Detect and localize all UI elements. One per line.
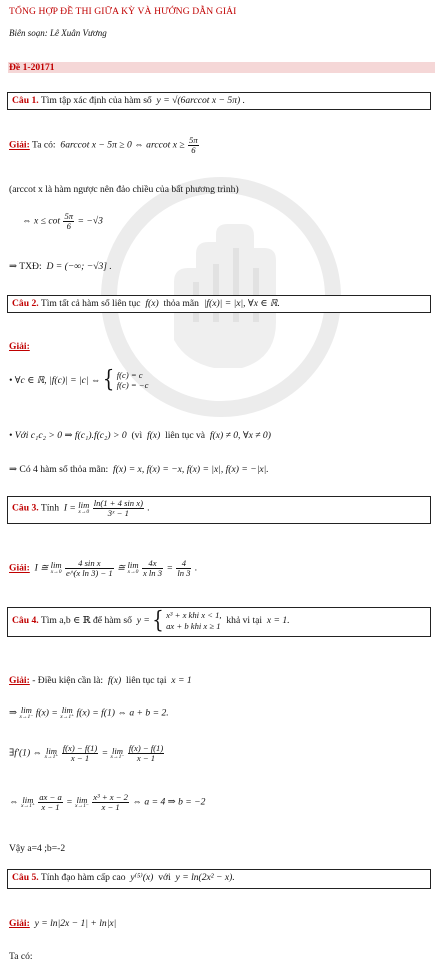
answer-4-label: Giải: <box>9 675 30 687</box>
answer-1-line-3: ⇒ TXĐ: D = (−∞; −√3] . <box>9 261 112 273</box>
answer-4-line-3: ∃f′(1) ⇔ lim x→1⁺ $\frac{f(x) - f(1)}{x - 1}$ = lim x→1⁻ $\frac{f(x) - f(1)}{x - 1}$ <box>9 743 164 764</box>
answer-4-step-1-end: liên tục tại <box>126 675 167 687</box>
answer-2-line-2: • Với c₁c₂ > 0 ⇒ f(c₁).f(c₂) > 0 (vì f(x) liên tục và f(x) ≠ 0, ∀x ≠ 0) <box>9 430 271 441</box>
answer-1-note: (arccot x là hàm ngược nên đảo chiều của bất phương trình) <box>9 184 239 196</box>
question-2-text-mid: thỏa mãn <box>163 297 199 309</box>
document-title: TỔNG HỢP ĐỀ THI GIỮA KỲ VÀ HƯỚNG DẪN GIẢI <box>9 6 237 17</box>
answer-5-label: Giải: <box>9 918 30 930</box>
answer-4-step-1: - Điều kiện cần là: <box>32 675 104 687</box>
question-5-box: Câu 5. Tính đạo hàm cấp cao y⁽⁵⁾(x) với y = ln(2x² − x). <box>7 869 431 889</box>
answer-1-label: Giải: <box>9 140 30 152</box>
question-4-box: Câu 4. Tìm a,b ∈ ℝ để hàm số y = { x³ + x khi x < 1, ax + b khi x ≥ 1 khả vi tại x = 1. <box>7 607 431 637</box>
answer-2-because: (vì <box>131 430 143 441</box>
question-5-text: Tính đạo hàm cấp cao <box>40 872 126 884</box>
answer-4-line-2: ⇒ lim x→1⁻ f(x) = lim x→1⁺ f(x) = f(1) ⇔ a + b = 2. <box>9 705 169 720</box>
answer-1-line-2: ⇔ x ≤ cot $\frac{5\pi}{6}$ = −√3 <box>22 211 103 232</box>
question-1-text: Tìm tập xác định của hàm số <box>40 95 152 107</box>
question-4-label: Câu 4. <box>12 615 39 627</box>
question-3-box: Câu 3. Tính I = lim x→0 $\frac{\text{ln(1 + 4 sin x)}}{\text{3ˣ − 1}}$ . <box>7 496 431 524</box>
answer-2-conclusion: ⇒ Có 4 hàm số thỏa mãn: <box>9 464 109 476</box>
answer-2-line-1: • ∀c ∈ ℝ, |f(c)| = |c| ⇔ { f(c) = c f(c) = −c <box>9 365 149 394</box>
question-3-label: Câu 3. <box>12 502 39 514</box>
answer-4-line-1: Giải: - Điều kiện cần là: f(x) liên tục tại x = 1 <box>9 675 192 687</box>
answer-2-label-line <box>9 341 443 352</box>
domain-label: TXĐ: <box>19 261 42 273</box>
answer-3-line: Giải: I ≅ lim x→0 $\frac{\text{4 sin x}}{\text{e\textasciicircum{}(x ln 3) − 1}}$ ≅ lim x→0 $\frac{4x}{\text{x ln 3}}$ = $\frac{4}{\ln 3}$ . <box>9 558 198 579</box>
answer-2-label: Giải: <box>9 340 30 352</box>
question-2-box: Câu 2. Tìm tất cả hàm số liên tục f(x) thỏa mãn |f(x)| = |x|, ∀x ∈ ℝ. <box>7 295 431 313</box>
answer-4-line-4: ⇔ lim x→1⁺ $\frac{ax - a}{x - 1}$ = lim x→1⁻ $\frac{\text{x³ + x − 2}}{x - 1}$ ⇔ a = 4 ⇒ b = −2 <box>9 792 206 813</box>
answer-3-label: Giải: <box>9 562 30 574</box>
answer-1-prefix: Ta có: <box>32 140 56 152</box>
question-4-text-end: khả vi tại <box>226 615 263 627</box>
question-2-label: Câu 2. <box>12 297 39 309</box>
exam-heading: Đề 1-20171 <box>8 62 435 73</box>
question-5-text-mid: với <box>158 872 171 884</box>
question-2-text: Tìm tất cả hàm số liên tục <box>40 297 141 309</box>
answer-2-line-3: ⇒ Có 4 hàm số thỏa mãn: f(x) = x, f(x) = −x, f(x) = |x|, f(x) = −|x|. <box>9 464 269 476</box>
answer-4-result: Vậy a=4 ;b=-2 <box>9 843 66 855</box>
question-5-label: Câu 5. <box>12 872 39 884</box>
answer-2-continuous: liên tục và <box>165 430 206 441</box>
question-1-label: Câu 1. <box>12 95 39 107</box>
answer-1-line-1: Giải: Ta có: 6arccot x − 5π ≥ 0 ⇔ arccot x ≥ $\frac{5\pi}{6}$ <box>9 135 198 156</box>
question-3-text: Tính <box>40 502 60 514</box>
question-1-formula: y = √(6arccot x − 5π) . <box>154 95 245 107</box>
answer-5-after: Ta có: <box>9 951 33 962</box>
question-4-text: Tìm a,b ∈ ℝ để hàm số <box>40 615 132 627</box>
document-author: Biên soạn: Lê Xuân Vương <box>9 28 107 39</box>
question-1-box <box>7 92 431 110</box>
answer-5-line-1: Giải: y = ln|2x − 1| + ln|x| <box>9 918 117 930</box>
